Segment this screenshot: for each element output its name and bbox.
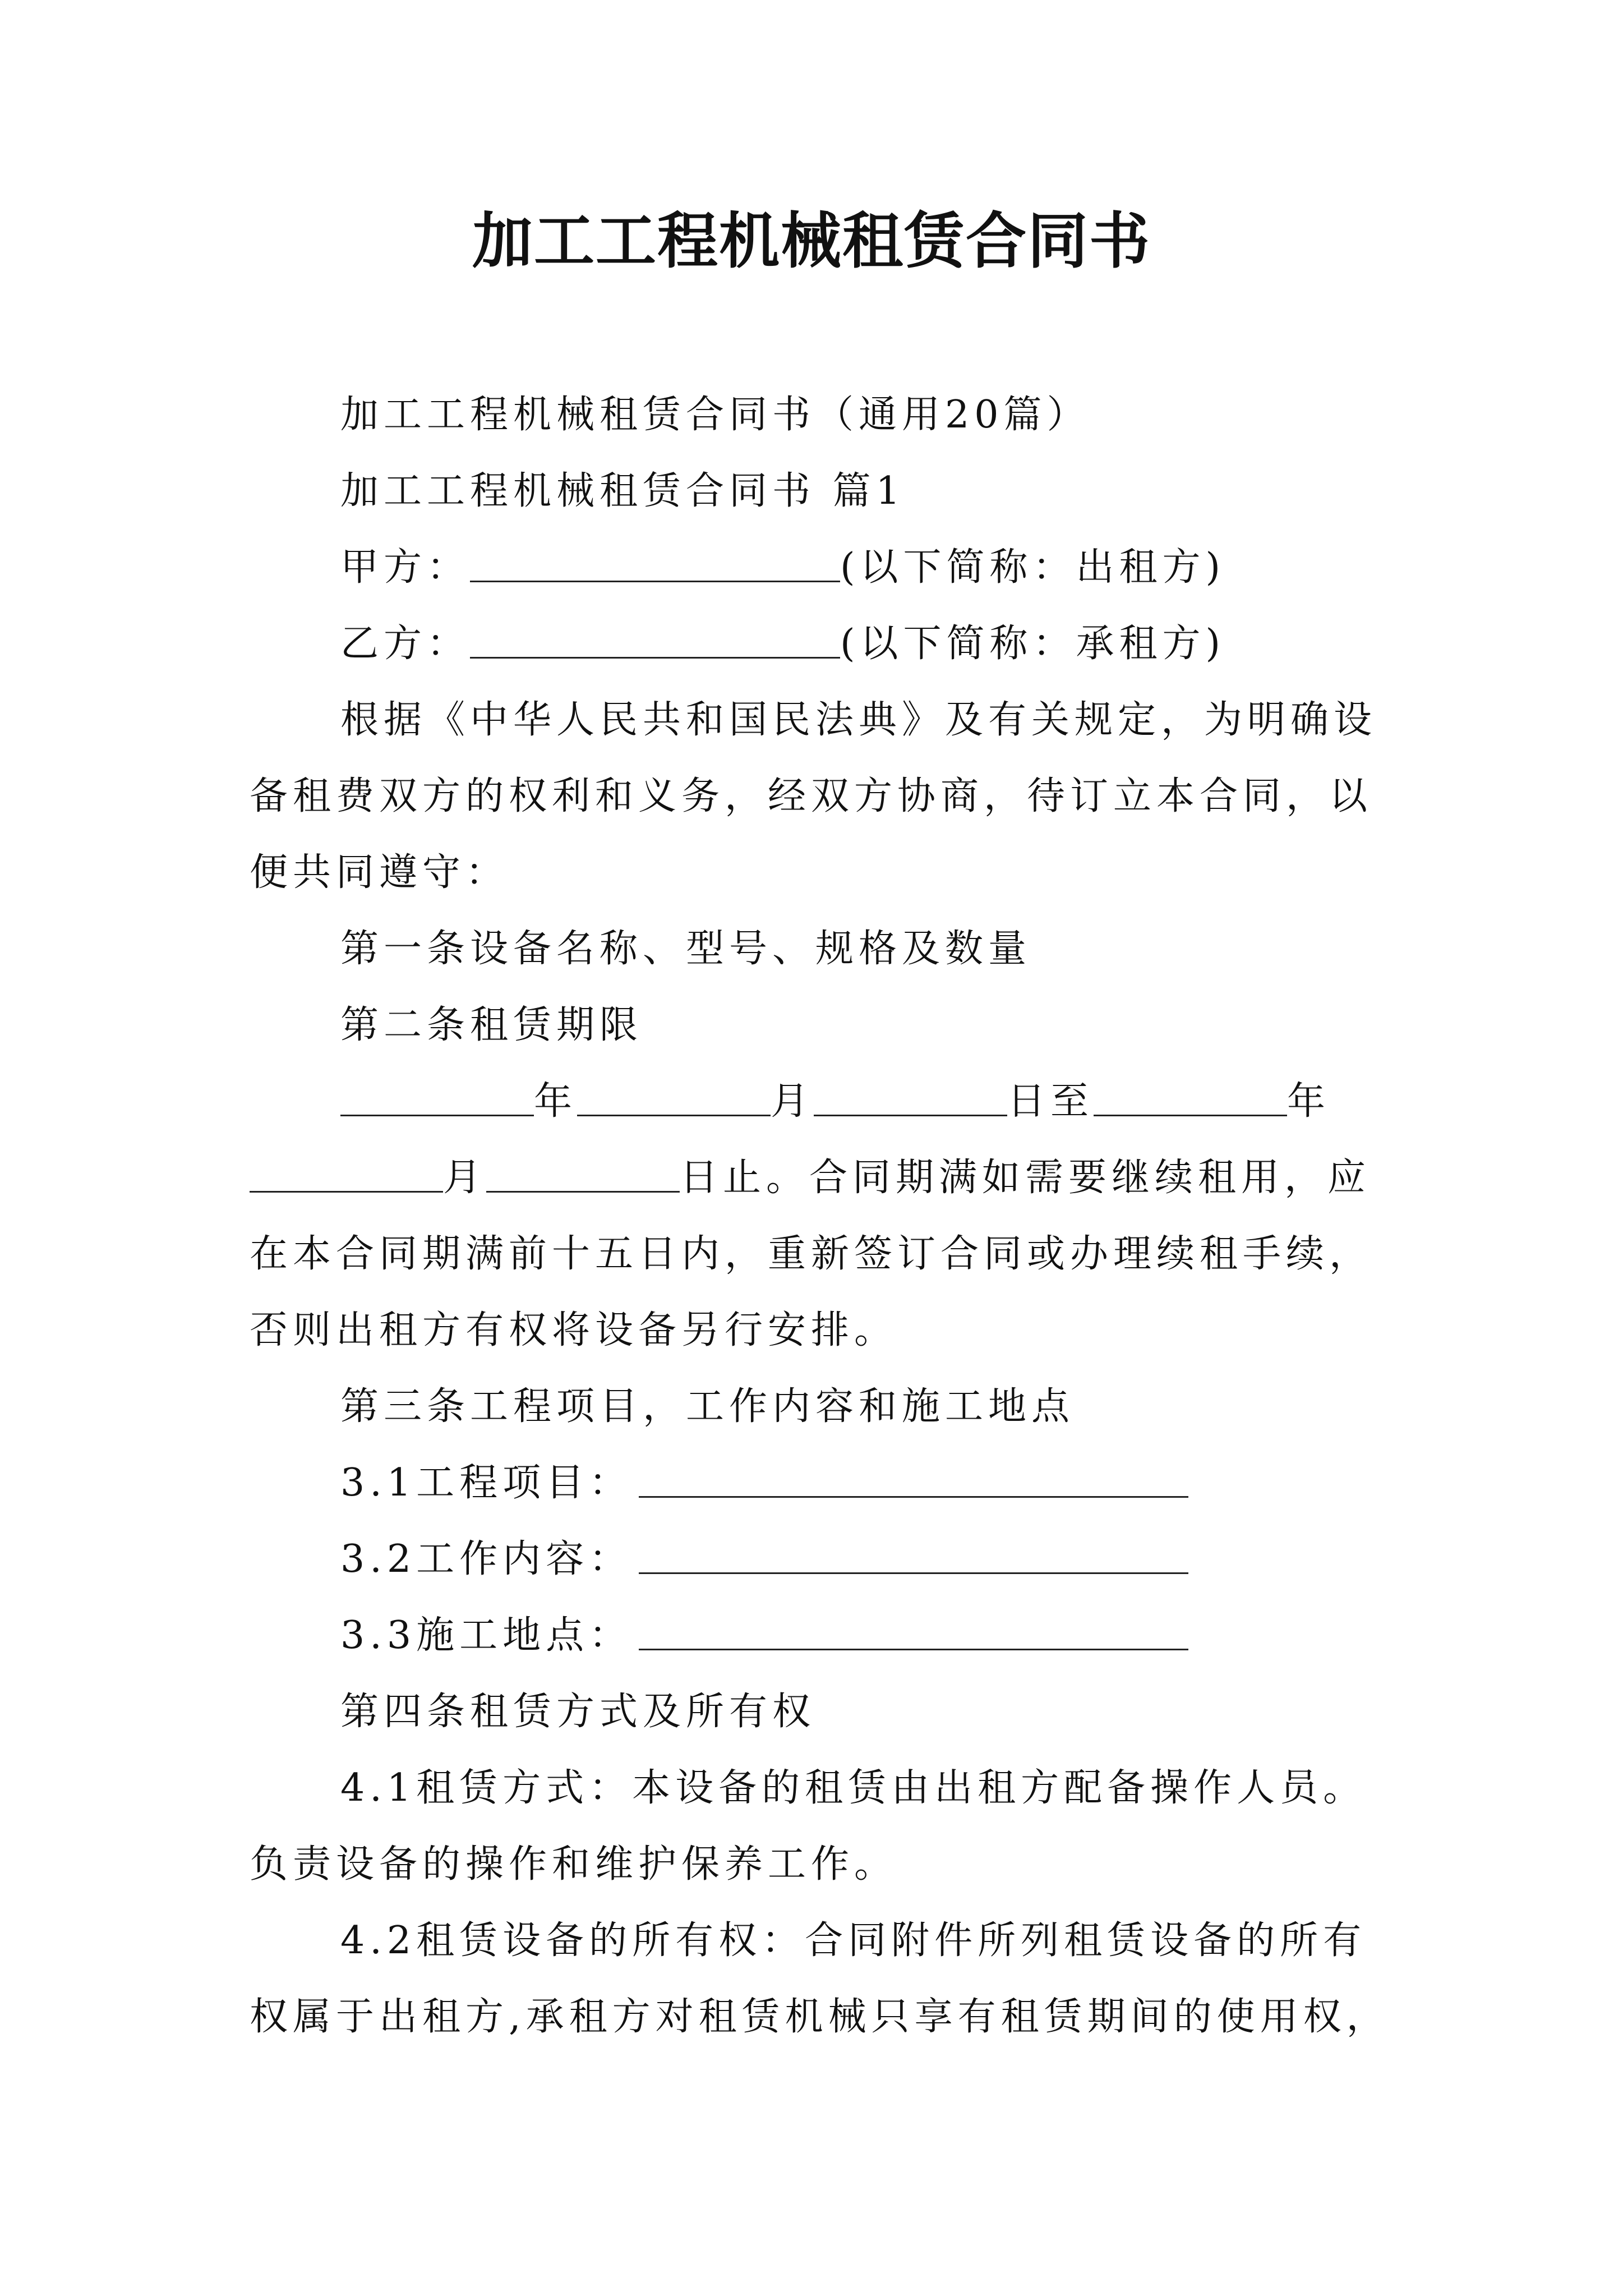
item-4-1-line: 负责设备的操作和维护保养工作。 <box>250 1842 898 1887</box>
day-to-label: 日至 <box>1007 1079 1094 1124</box>
start-month-blank <box>577 1081 771 1116</box>
project-blank <box>639 1462 1188 1498</box>
party-b-blank <box>470 623 840 659</box>
term-date-line <box>250 1150 1399 1206</box>
term-text: 在本合同期满前十五日内，重新签订合同或办理续租手续， <box>250 1232 1373 1276</box>
term-text: 日止。合同期满如需要继续租用，应 <box>680 1156 1371 1200</box>
party-a-suffix: (以下简称：出租方) <box>840 545 1226 590</box>
term-date-line <box>250 1074 1399 1130</box>
item-3-2-label: 3.2工作内容： <box>340 1537 633 1581</box>
article-2-heading: 第二条租赁期限 <box>340 1003 643 1047</box>
section-heading: 加工工程机械租赁合同书 篇1 <box>340 469 905 513</box>
party-a-label: 甲方： <box>340 545 471 590</box>
item-3-2-line <box>250 1531 1399 1588</box>
end-year-blank <box>1094 1081 1287 1116</box>
term-text: 否则出租方有权将设备另行安排。 <box>250 1308 898 1352</box>
party-b-label: 乙方： <box>340 622 471 666</box>
start-year-blank <box>340 1081 534 1116</box>
month-label: 月 <box>771 1079 814 1124</box>
article-1-heading: 第一条设备名称、型号、规格及数量 <box>340 927 1032 971</box>
document-subtitle: 加工工程机械租赁合同书（通用20篇） <box>340 393 1090 437</box>
year-label: 年 <box>1287 1079 1331 1124</box>
item-3-1-label: 3.1工程项目： <box>340 1461 633 1505</box>
item-4-2-line: 权属于出租方,承租方对租赁机械只享有租赁期间的使用权， <box>250 1995 1390 2039</box>
party-a-line <box>250 540 1399 596</box>
item-3-3-label: 3.3施工地点： <box>340 1613 633 1658</box>
article-3-heading: 第三条工程项目，工作内容和施工地点 <box>340 1384 1075 1429</box>
intro-line: 备租费双方的权利和义务，经双方协商，待订立本合同，以 <box>250 774 1373 818</box>
item-4-1-line: 4.1租赁方式：本设备的租赁由出租方配备操作人员。 <box>340 1766 1367 1810</box>
year-label: 年 <box>534 1079 578 1124</box>
article-4-heading: 第四条租赁方式及所有权 <box>340 1690 816 1734</box>
month-label: 月 <box>443 1156 487 1200</box>
party-b-line <box>250 616 1399 672</box>
item-4-2-line: 4.2租赁设备的所有权：合同附件所列租赁设备的所有 <box>340 1918 1367 1963</box>
start-day-blank <box>814 1081 1007 1116</box>
item-3-3-line <box>250 1608 1399 1664</box>
end-day-blank <box>486 1157 680 1193</box>
end-month-blank <box>250 1157 443 1193</box>
party-a-blank <box>470 547 840 582</box>
intro-line: 根据《中华人民共和国民法典》及有关规定，为明确设 <box>340 698 1377 742</box>
intro-line: 便共同遵守： <box>250 850 509 895</box>
site-location-blank <box>639 1615 1188 1650</box>
item-3-1-line <box>250 1455 1399 1511</box>
party-b-suffix: (以下简称：承租方) <box>840 622 1226 666</box>
document-title: 加工工程机械租赁合同书 <box>472 206 1151 277</box>
work-content-blank <box>639 1539 1188 1574</box>
